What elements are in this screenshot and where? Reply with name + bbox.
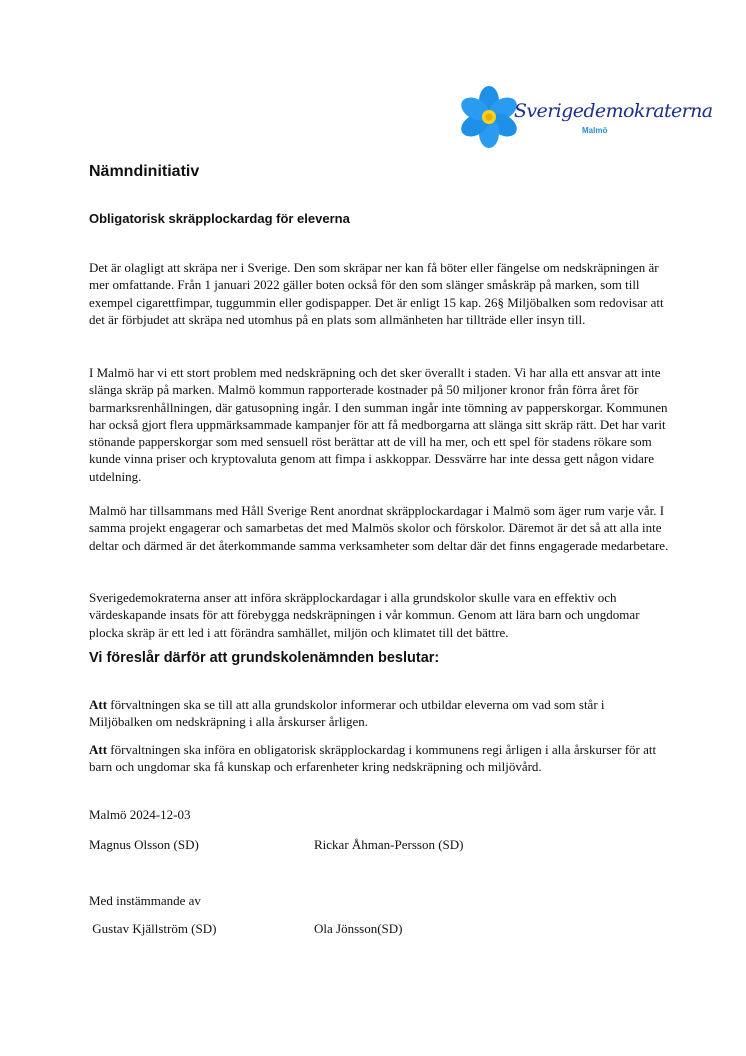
signing-date: Malmö 2024-12-03 xyxy=(89,807,191,822)
proposal-1-text: förvaltningen ska se till att alla grundskolor informerar och utbildar eleverna om vad som står i Miljöbalken om nedskräpning i alla årskurser årligen. xyxy=(89,697,605,730)
document-title: Nämndinitiativ xyxy=(89,163,200,180)
concurring-signatory-2: Ola Jönsson(SD) xyxy=(314,921,403,936)
body-paragraph-3: Malmö har tillsammans med Håll Sverige Rent anordnat skräpplockardagar i Malmö som äger rum varje vår. I samma projekt engagerar och samarbetas det med Malmös skolor och förskolor. Däremot är det så att alla inte deltar och därmed är det återkommande samma verksamheter som deltar där det finns engagerade medarbetare. xyxy=(89,503,669,553)
anemone-flower-icon xyxy=(458,86,520,148)
proposal-2-lead: Att xyxy=(89,742,108,757)
concurring-label: Med instämmande av xyxy=(89,893,201,908)
proposal-1 xyxy=(89,696,669,731)
body-paragraph-4: Sverigedemokraterna anser att införa skräpplockardagar i alla grundskolor skulle vara en effektiv och värdeskapande insats för att förebygga nedskräpningen i vår kommun. Genom att lära barn och ungdomar plocka skräp är ett led i att förändra samhället, miljön och klimatet till det bättre. xyxy=(89,590,640,640)
logo-party-name: Sverigedemokraterna xyxy=(514,100,713,122)
body-paragraph-2: I Malmö har vi ett stort problem med nedskräpning och det sker överallt i staden. Vi har alla ett ansvar att inte slänga skräp på marken. Malmö kommun rapporterade kostnader på 50 miljoner kronor från förra året för barmarksrenhållningen, där gatusopning ingår. I den summan ingår inte tömning av papperskorgar. Kommunen har också gjort flera uppmärksammade kampanjer för att få medborgarna att slänga sitt skräp rätt. Det har varit stönande papperskorgar som med sensuell röst berättar att de vill ha mer, och ett spel för stadens rökare som kunde vinna priser och kryptovaluta genom att fimpa i askkoppar. Dessvärre har inte dessa gett någon vidare utdelning. xyxy=(89,365,668,484)
signatory-1: Magnus Olsson (SD) xyxy=(89,837,199,852)
signatory-2: Rickar Åhman-Persson (SD) xyxy=(314,837,464,852)
proposal-2 xyxy=(89,741,669,776)
proposal-1-lead: Att xyxy=(89,697,108,712)
logo-city-name: Malmö xyxy=(582,126,608,135)
party-logo xyxy=(458,86,713,148)
document-subtitle: Obligatorisk skräpplockardag för eleverna xyxy=(89,211,350,226)
concurring-signatory-1: Gustav Kjällström (SD) xyxy=(89,921,217,936)
proposal-2-text: förvaltningen ska införa en obligatorisk skräpplockardag i kommunens regi årligen i alla årskurser för att barn och ungdomar ska få kunskap och erfarenheter kring nedskräpning och miljövård. xyxy=(89,742,657,775)
proposal-heading: Vi föreslår därför att grundskolenämnden beslutar: xyxy=(89,650,440,666)
body-paragraph-1: Det är olagligt att skräpa ner i Sverige. Den som skräpar ner kan få böter eller fängelse om nedskräpningen är mer omfattande. Från 1 januari 2022 gäller boten också för den som slänger småskräp på marken, som till exempel cigarettfimpar, tuggummin eller godispapper. Det är enligt 15 kap. 26§ Miljöbalken som redovisar att det är förbjudet att skräpa ned utomhus på en plats som allmänheten har tillträde eller insyn till. xyxy=(89,260,664,327)
